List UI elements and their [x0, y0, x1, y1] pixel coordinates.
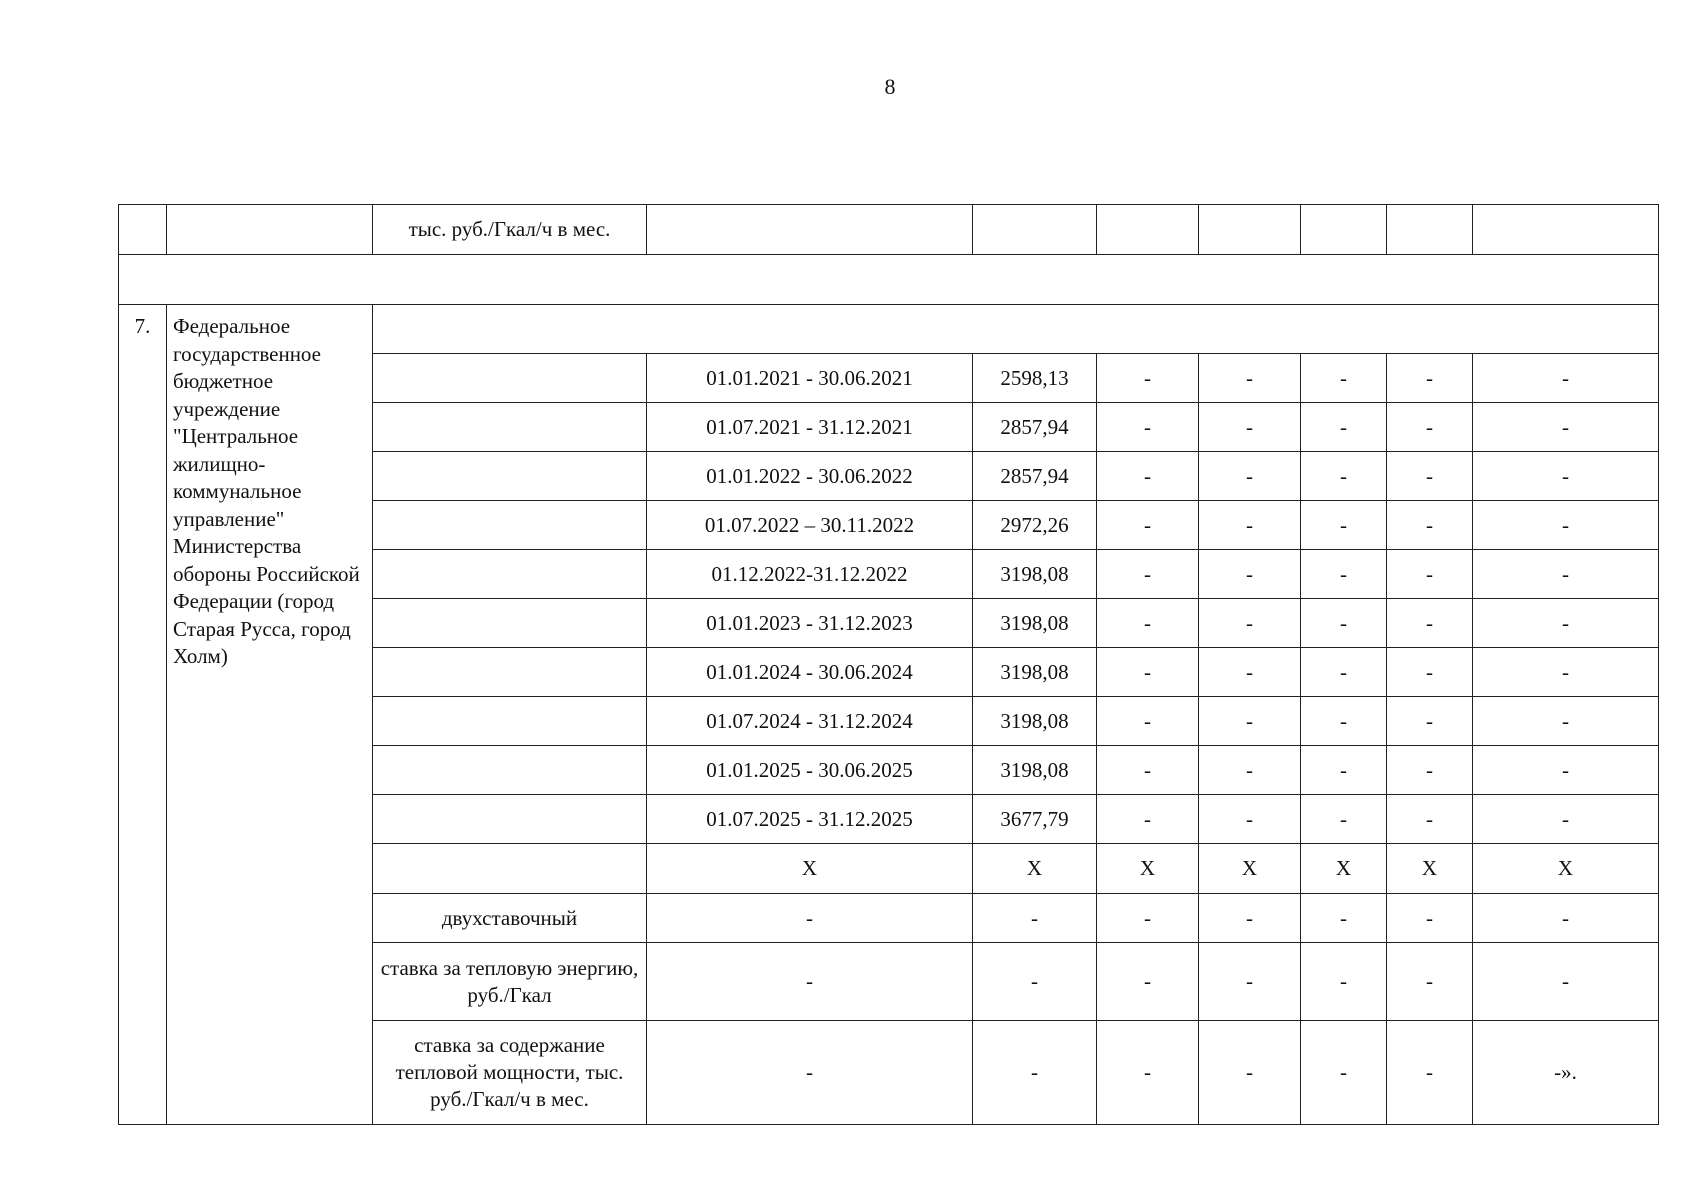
dash-cell: - [1301, 648, 1387, 697]
dash-cell: - [1199, 1021, 1301, 1125]
separator-cell [119, 255, 1659, 305]
dash-cell: - [1199, 403, 1301, 452]
dash-cell: - [1473, 648, 1659, 697]
value-cell: 2857,94 [973, 452, 1097, 501]
dash-cell: - [1097, 550, 1199, 599]
rate-type-label: двухставочный [373, 894, 647, 943]
dash-cell: - [1097, 894, 1199, 943]
period-cell: 01.01.2023 - 31.12.2023 [647, 599, 973, 648]
dash-cell: - [1097, 697, 1199, 746]
period-cell: 01.07.2022 – 30.11.2022 [647, 501, 973, 550]
entry-number: 7. [119, 305, 167, 1125]
dash-cell: - [1473, 795, 1659, 844]
table-row [119, 205, 1659, 255]
table-cell [1473, 205, 1659, 255]
period-cell: 01.01.2024 - 30.06.2024 [647, 648, 973, 697]
table-cell [373, 697, 647, 746]
dash-cell: - [1387, 599, 1473, 648]
table-cell [373, 452, 647, 501]
period-cell: 01.07.2021 - 31.12.2021 [647, 403, 973, 452]
dash-cell: - [1473, 697, 1659, 746]
dash-cell: - [1387, 648, 1473, 697]
dash-cell: - [647, 943, 973, 1021]
table-cell [373, 550, 647, 599]
value-cell: 2598,13 [973, 354, 1097, 403]
x-cell: X [1301, 844, 1387, 894]
dash-cell: - [1387, 354, 1473, 403]
dash-cell: - [973, 1021, 1097, 1125]
table-cell [373, 844, 647, 894]
value-cell: 2972,26 [973, 501, 1097, 550]
dash-cell: - [1097, 943, 1199, 1021]
dash-cell: - [1097, 452, 1199, 501]
value-cell: 3198,08 [973, 746, 1097, 795]
dash-cell: - [1301, 746, 1387, 795]
tariff-table [118, 204, 1659, 1125]
x-cell: X [1097, 844, 1199, 894]
dash-cell: - [1387, 550, 1473, 599]
dash-cell: - [1387, 894, 1473, 943]
dash-cell: - [1097, 501, 1199, 550]
dash-cell: - [1097, 354, 1199, 403]
dash-cell: - [1387, 1021, 1473, 1125]
table-cell [373, 648, 647, 697]
dash-cell: - [1199, 648, 1301, 697]
period-cell: 01.01.2022 - 30.06.2022 [647, 452, 973, 501]
dash-cell: - [1199, 795, 1301, 844]
table-cell [1301, 205, 1387, 255]
dash-cell: - [1387, 697, 1473, 746]
x-cell: X [973, 844, 1097, 894]
table-cell [1097, 205, 1199, 255]
dash-cell: - [1301, 697, 1387, 746]
period-cell: 01.12.2022-31.12.2022 [647, 550, 973, 599]
dash-cell: - [1097, 795, 1199, 844]
dash-cell: - [1473, 599, 1659, 648]
dash-cell: - [1301, 894, 1387, 943]
dash-cell: - [1199, 550, 1301, 599]
period-cell: 01.07.2024 - 31.12.2024 [647, 697, 973, 746]
table-cell [373, 305, 1659, 354]
organization-name: Федеральное государственное бюджетное учреждение "Центральное жилищно-коммунальное управление" Министерства обороны Российской Федерации (город Старая Русса, город Холм) [167, 305, 373, 1125]
dash-cell: - [1473, 943, 1659, 1021]
x-cell: X [1199, 844, 1301, 894]
dash-cell: - [1199, 697, 1301, 746]
dash-cell: - [1199, 894, 1301, 943]
table-cell [373, 599, 647, 648]
dash-cell: - [1473, 354, 1659, 403]
dash-cell: - [1387, 452, 1473, 501]
dash-cell: - [1199, 943, 1301, 1021]
value-cell: 3198,08 [973, 648, 1097, 697]
x-cell: X [1387, 844, 1473, 894]
dash-cell: - [1473, 403, 1659, 452]
page-number: 8 [884, 74, 896, 99]
dash-cell: - [1473, 501, 1659, 550]
dash-cell: - [1301, 550, 1387, 599]
table-cell [973, 205, 1097, 255]
dash-cell: - [1301, 501, 1387, 550]
value-cell: 3198,08 [973, 550, 1097, 599]
table-cell [1199, 205, 1301, 255]
separator-row [119, 255, 1659, 305]
dash-cell: - [1199, 452, 1301, 501]
table-cell [373, 795, 647, 844]
dash-cell: - [1097, 1021, 1199, 1125]
table-cell [373, 354, 647, 403]
dash-cell: -». [1473, 1021, 1659, 1125]
rate-label: ставка за содержание тепловой мощности, тыс. руб./Гкал/ч в мес. [373, 1021, 647, 1125]
dash-cell: - [1301, 795, 1387, 844]
table-cell [647, 205, 973, 255]
dash-cell: - [1301, 943, 1387, 1021]
table-cell [373, 501, 647, 550]
table-cell [119, 205, 167, 255]
value-cell: 3677,79 [973, 795, 1097, 844]
dash-cell: - [973, 894, 1097, 943]
dash-cell: - [1097, 648, 1199, 697]
value-cell: 3198,08 [973, 599, 1097, 648]
dash-cell: - [1301, 452, 1387, 501]
dash-cell: - [1473, 894, 1659, 943]
unit-cell: тыс. руб./Гкал/ч в мес. [373, 205, 647, 255]
dash-cell: - [973, 943, 1097, 1021]
dash-cell: - [1387, 501, 1473, 550]
dash-cell: - [1199, 746, 1301, 795]
dash-cell: - [1301, 599, 1387, 648]
value-cell: 3198,08 [973, 697, 1097, 746]
dash-cell: - [1097, 599, 1199, 648]
table-cell [1387, 205, 1473, 255]
dash-cell: - [647, 1021, 973, 1125]
dash-cell: - [1473, 550, 1659, 599]
value-cell: 2857,94 [973, 403, 1097, 452]
dash-cell: - [647, 894, 973, 943]
dash-cell: - [1097, 403, 1199, 452]
table-cell [373, 746, 647, 795]
dash-cell: - [1301, 403, 1387, 452]
period-cell: 01.07.2025 - 31.12.2025 [647, 795, 973, 844]
x-cell: X [1473, 844, 1659, 894]
table-cell [373, 403, 647, 452]
dash-cell: - [1301, 354, 1387, 403]
dash-cell: - [1199, 501, 1301, 550]
table-cell [167, 205, 373, 255]
dash-cell: - [1097, 746, 1199, 795]
dash-cell: - [1199, 599, 1301, 648]
period-cell: 01.01.2021 - 30.06.2021 [647, 354, 973, 403]
x-cell: X [647, 844, 973, 894]
dash-cell: - [1199, 354, 1301, 403]
dash-cell: - [1301, 1021, 1387, 1125]
period-cell: 01.01.2025 - 30.06.2025 [647, 746, 973, 795]
dash-cell: - [1473, 746, 1659, 795]
rate-label: ставка за тепловую энергию, руб./Гкал [373, 943, 647, 1021]
dash-cell: - [1387, 746, 1473, 795]
dash-cell: - [1387, 795, 1473, 844]
table-row [119, 305, 1659, 354]
dash-cell: - [1387, 403, 1473, 452]
dash-cell: - [1473, 452, 1659, 501]
dash-cell: - [1387, 943, 1473, 1021]
